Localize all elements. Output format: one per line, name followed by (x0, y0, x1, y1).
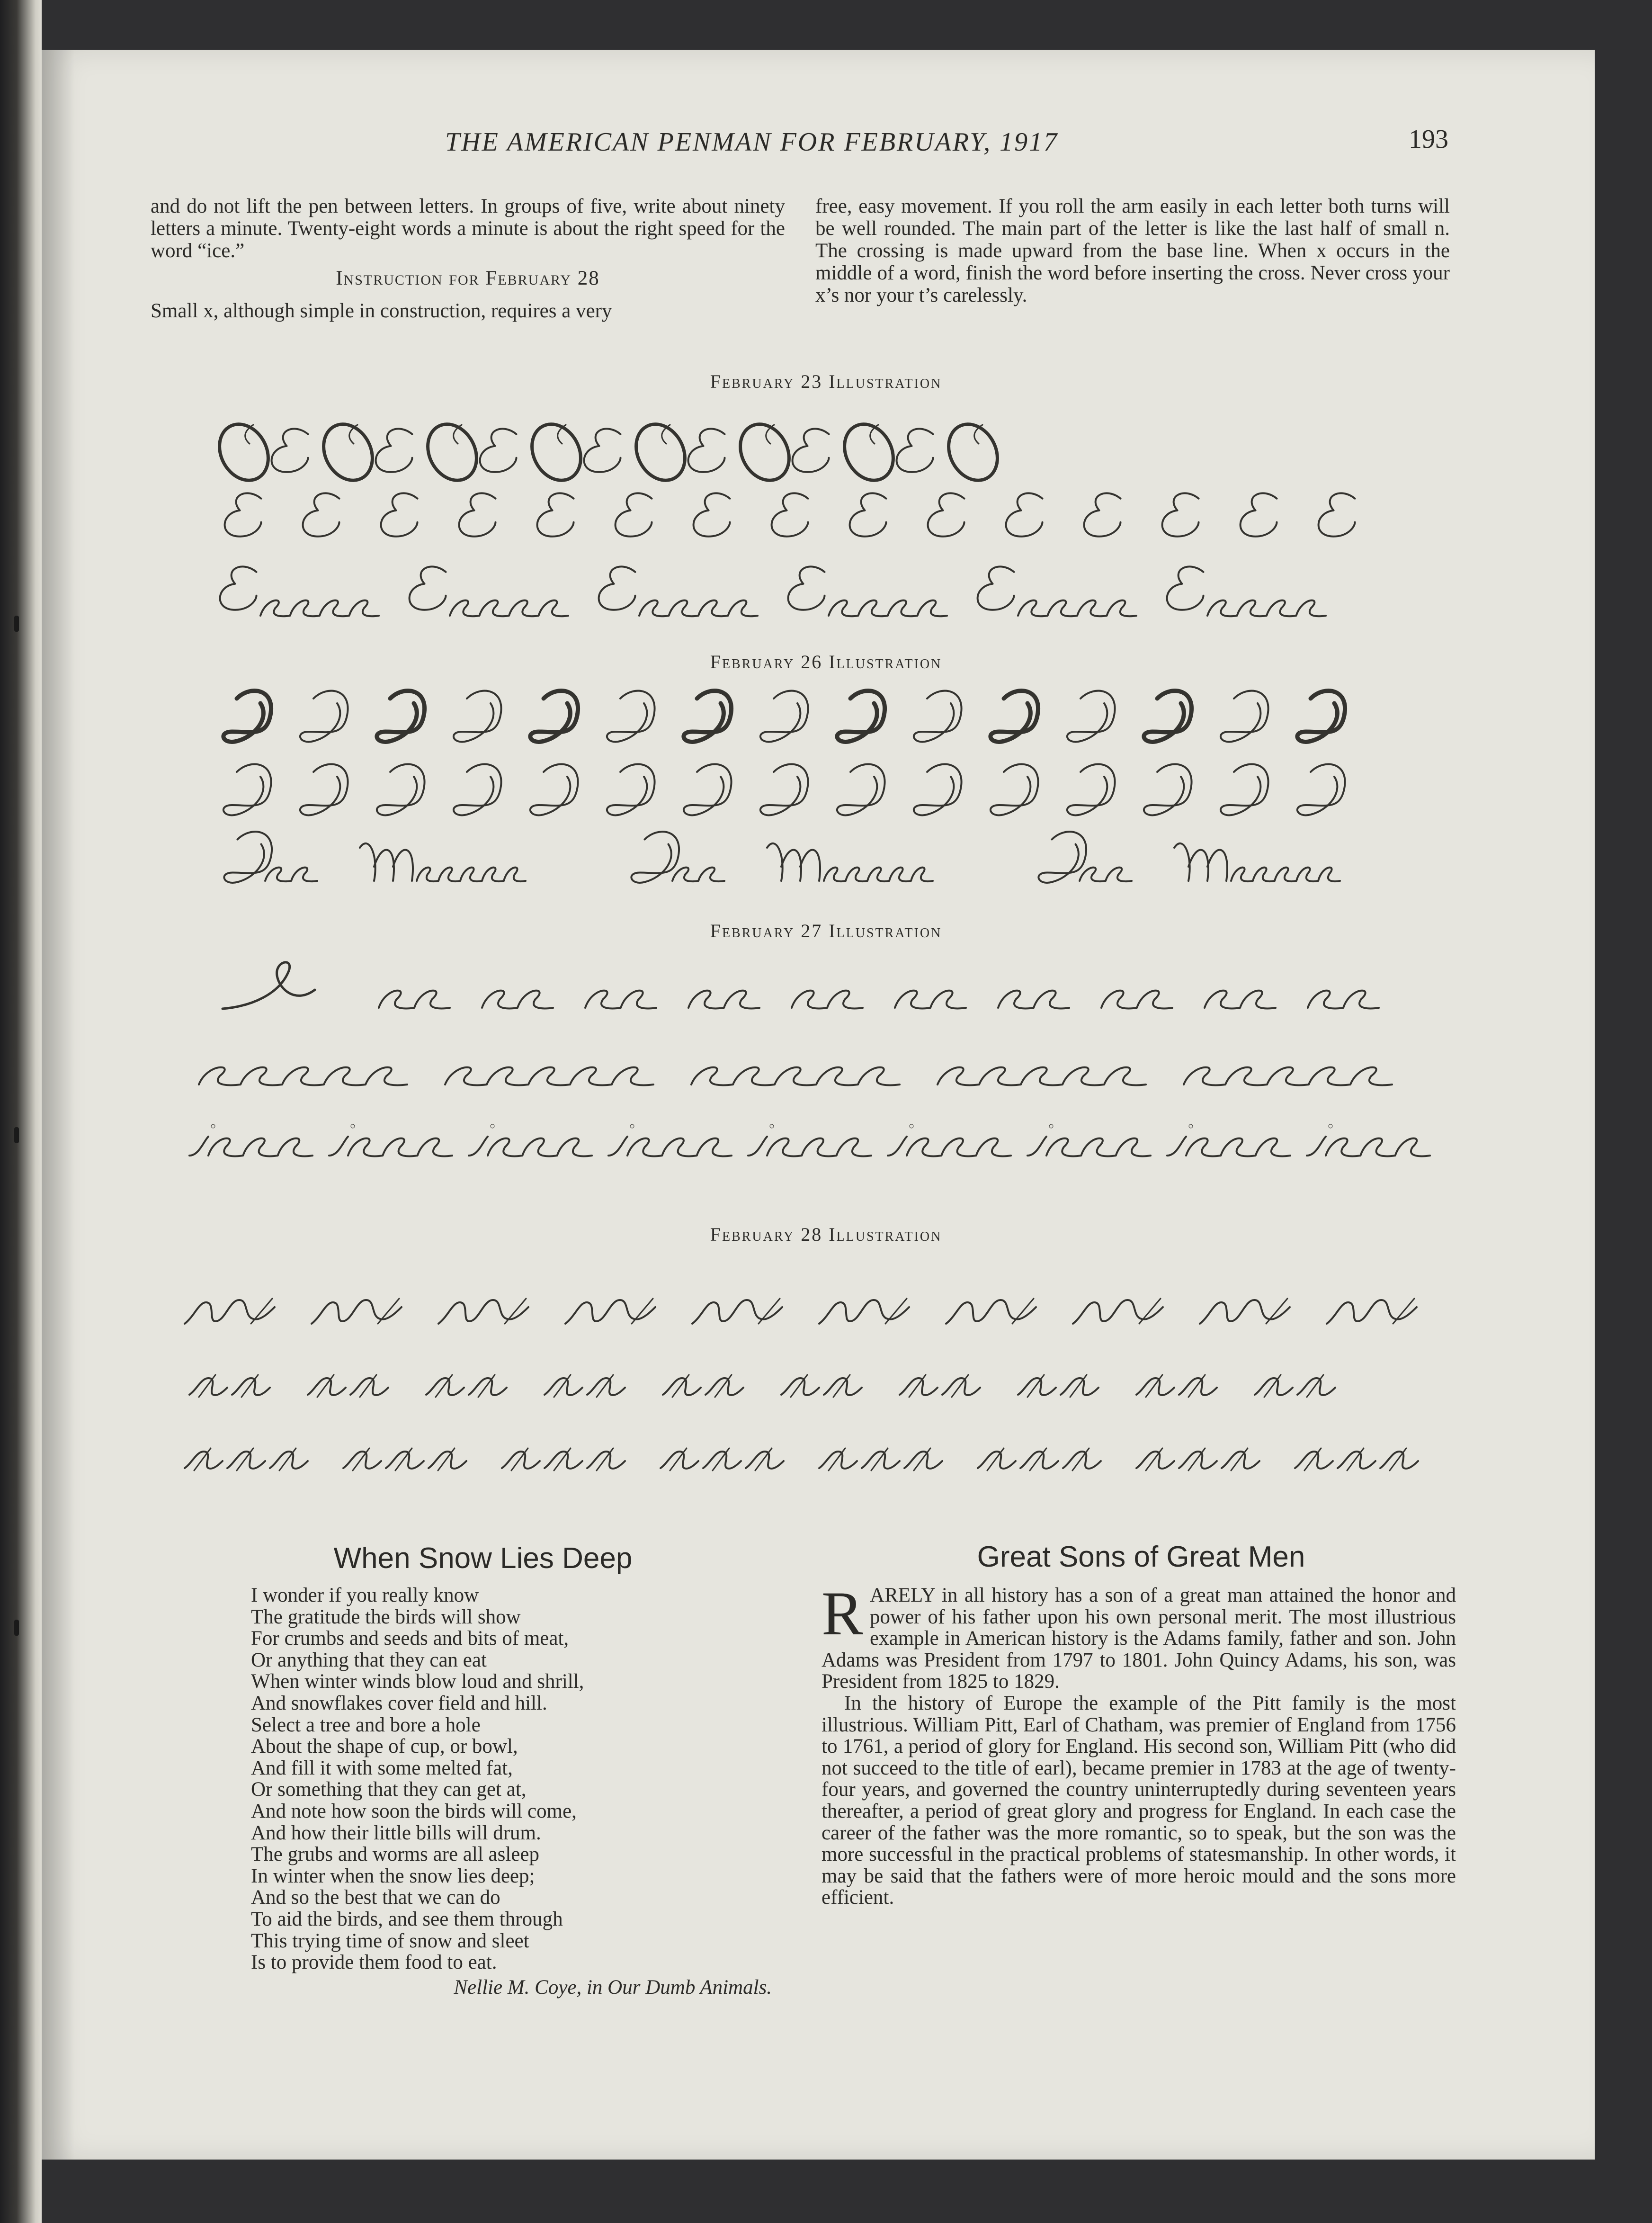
poem-line: Select a tree and bore a hole (251, 1713, 481, 1736)
poem-line: About the shape of cup, or bowl, (251, 1735, 518, 1758)
capital-e-glyph (1006, 493, 1043, 536)
intro-left-paragraph-2: Small x, although simple in construction, requires a very (151, 300, 612, 322)
small-c-group (938, 1067, 1146, 1085)
small-x-body (502, 1452, 540, 1469)
small-x-body (343, 1452, 381, 1469)
i-dot (351, 1124, 355, 1128)
capital-e-glyph (897, 429, 933, 472)
ice-word (348, 1138, 452, 1156)
small-c-group (691, 1067, 900, 1085)
small-x-body (1018, 1378, 1056, 1395)
poem-line: And note how soon the birds will come, (251, 1800, 577, 1822)
ice-lead-stroke (189, 1137, 208, 1156)
i-dot (1189, 1124, 1193, 1128)
small-x-body (781, 1378, 819, 1395)
capital-d-glyph (223, 691, 271, 742)
small-e-run (1207, 601, 1326, 617)
capital-e-glyph (1241, 493, 1277, 536)
small-e-run (1018, 601, 1136, 617)
ice-word (767, 1138, 871, 1156)
capital-e-glyph (584, 429, 621, 472)
ice-lead-stroke (329, 1137, 348, 1156)
illustration-title-feb23: February 23 Illustration (710, 371, 942, 392)
capital-m-glyph (360, 843, 413, 881)
small-c-pair (998, 991, 1069, 1009)
ice-lead-stroke (469, 1137, 488, 1156)
capital-e-glyph (772, 493, 808, 536)
capital-d-glyph (377, 764, 425, 816)
capital-o-glyph (523, 416, 590, 489)
i-dot (1329, 1124, 1332, 1128)
small-c-pair (1205, 991, 1276, 1009)
small-x-body (426, 1378, 464, 1395)
capital-m-glyph (767, 843, 820, 881)
poem-line: When winter winds blow loud and shrill, (251, 1670, 584, 1693)
essay-paragraph-1: ARELY in all history has a son of a great man attained the honor and power of his father upon his own personal merit. The most illustrious example in American history is the Adams family, father and son. John Adams was President from 1797 to 1801. John Quincy Adams, his son, was President from 1825 to 1829. (822, 1584, 1456, 1693)
small-x-body (900, 1378, 938, 1395)
capital-d-glyph (760, 691, 808, 742)
small-x-body (350, 1378, 388, 1395)
capital-d-glyph (530, 691, 578, 742)
small-c-pair (585, 991, 656, 1009)
capital-e-glyph (220, 566, 257, 610)
poem-line: The grubs and worms are all asleep (251, 1843, 539, 1866)
small-x-body (1338, 1452, 1375, 1469)
essay-paragraph-2: In the history of Europe the example of the Pitt family is the most illustrious. William Pitt, Earl of Chatham, was premier of England from 1756 to 1761, a period of glory for England. His second son, William Pitt (who did not succeed to the title of earl), became premier in 1783 at the age of twenty-four years, and governed the country uninterruptedly during seventeen years thereafter, a period of great glory and progress for England. In each case the career of the father was the more romantic, so to speak, but the son was the more successful in the practical problems of statesmanship. In other words, it may be said that the fathers were of more heroic mould and the sons more efficient. (822, 1692, 1456, 1909)
feb23-penmanship-specimen (0, 403, 1652, 630)
small-x-body (1380, 1452, 1418, 1469)
capital-d-glyph (631, 832, 679, 883)
small-c-group (445, 1067, 653, 1085)
small-c-pair (379, 991, 450, 1009)
capital-d-glyph (991, 764, 1038, 816)
capital-d-glyph (530, 764, 578, 816)
capital-d-glyph (1067, 764, 1115, 816)
small-c-group (1184, 1067, 1392, 1085)
poem-line: And so the best that we can do (251, 1886, 500, 1909)
small-c-pair (482, 991, 553, 1009)
small-oines-run (1231, 868, 1340, 881)
capital-d-glyph (1297, 691, 1345, 742)
capital-e-glyph (978, 566, 1014, 610)
small-x-body (1063, 1452, 1101, 1469)
ice-word (907, 1138, 1011, 1156)
small-es-run (1080, 868, 1132, 881)
essay-title: Great Sons of Great Men (977, 1541, 1305, 1573)
capital-e-glyph (850, 493, 886, 536)
ice-word (627, 1138, 732, 1156)
small-e-run (450, 601, 568, 617)
feb27-penmanship-specimen (0, 961, 1652, 1189)
capital-d-glyph (1297, 764, 1345, 816)
feb26-penmanship-specimen (0, 682, 1652, 900)
capital-d-glyph (300, 764, 348, 816)
capital-d-glyph (1221, 691, 1268, 742)
small-c-pair (1308, 991, 1379, 1009)
illustration-title-feb28: February 28 Illustration (710, 1224, 942, 1245)
small-x-body (978, 1452, 1016, 1469)
small-x-body (185, 1452, 223, 1469)
small-x-body (1136, 1378, 1174, 1395)
capital-e-glyph (459, 493, 496, 536)
i-dot (630, 1124, 634, 1128)
capital-e-glyph (1084, 493, 1121, 536)
capital-d-glyph (1144, 764, 1192, 816)
small-x-body (587, 1452, 625, 1469)
i-dot (491, 1124, 494, 1128)
poem-line: And how their little bills will drum. (251, 1821, 541, 1844)
ice-lead-stroke (1307, 1137, 1326, 1156)
small-x-body (703, 1452, 741, 1469)
small-x-body (942, 1378, 980, 1395)
small-e-run (829, 601, 947, 617)
poem-line: The gratitude the birds will show (251, 1605, 521, 1628)
capital-o-glyph (835, 416, 903, 489)
capital-e-glyph (616, 493, 652, 536)
capital-d-glyph (454, 691, 501, 742)
poem-line: In winter when the snow lies deep; (251, 1864, 535, 1887)
small-x-body (1179, 1452, 1217, 1469)
small-x-body (227, 1452, 265, 1469)
small-x-body (429, 1452, 466, 1469)
capital-d-glyph (914, 764, 962, 816)
capital-d-glyph (837, 764, 885, 816)
capital-d-glyph (760, 764, 808, 816)
small-x-body (1222, 1452, 1259, 1469)
capital-d-glyph (224, 832, 272, 883)
capital-d-glyph (1144, 691, 1192, 742)
small-oines-run (824, 868, 933, 881)
capital-e-glyph (694, 493, 730, 536)
drop-cap: R (822, 1578, 864, 1648)
capital-e-glyph (225, 493, 261, 536)
feb27-strokes (189, 962, 1430, 1156)
feb28-strokes (185, 1299, 1418, 1470)
small-x-body (587, 1378, 625, 1395)
poem-title: When Snow Lies Deep (333, 1542, 633, 1575)
small-x-body (1255, 1378, 1293, 1395)
capital-d-glyph (223, 764, 271, 816)
illustration-title-feb26: February 26 Illustration (710, 651, 942, 672)
capital-e-glyph (303, 493, 339, 536)
poem-line: And fill it with some melted fat, (251, 1757, 513, 1779)
capital-d-glyph (300, 691, 348, 742)
running-header: THE AMERICAN PENMAN FOR FEBRUARY, 1917 (445, 127, 1059, 157)
poem-line: Or anything that they can eat (251, 1649, 487, 1671)
small-x-body (1136, 1452, 1174, 1469)
capital-d-glyph (837, 691, 885, 742)
poem-line: I wonder if you really know (251, 1584, 479, 1606)
small-x-body (232, 1378, 270, 1395)
small-c-pair (792, 991, 863, 1009)
small-x-body (824, 1378, 862, 1395)
capital-e-glyph (381, 493, 418, 536)
poem-line: And snowflakes cover field and hill. (251, 1692, 547, 1714)
ice-word (208, 1138, 313, 1156)
ice-lead-stroke (1167, 1137, 1186, 1156)
capital-e-glyph (599, 566, 635, 610)
ice-lead-stroke (888, 1137, 907, 1156)
poem-line: Or something that they can get at, (251, 1778, 527, 1801)
small-es-run (672, 868, 724, 881)
small-x-body (1179, 1378, 1217, 1395)
capital-o-glyph (939, 416, 1007, 489)
instruction-heading: Instruction for February 28 (336, 267, 600, 289)
small-x-body (661, 1452, 698, 1469)
capital-m-glyph (1174, 843, 1227, 881)
capital-e-glyph (1162, 493, 1199, 536)
small-x-body (663, 1378, 701, 1395)
capital-d-glyph (607, 691, 655, 742)
intro-right-paragraph: free, easy movement. If you roll the arm easily in each letter both turns will be well rounded. The main part of the letter is like the last half of small n. The crossing is made upward from the base line. When x occurs in the middle of a word, finish the word before inserting the cross. Never cross your x’s nor your t’s carelessly. (815, 195, 1450, 306)
capital-d-glyph (1221, 764, 1268, 816)
i-dot (770, 1124, 774, 1128)
ice-lead-stroke (608, 1137, 627, 1156)
capital-e-glyph (480, 429, 517, 472)
ice-word (1326, 1138, 1430, 1156)
capital-o-glyph (731, 416, 799, 489)
essay-body (822, 1578, 1456, 1909)
i-dot (910, 1124, 913, 1128)
small-x-body (1295, 1452, 1333, 1469)
i-dot (1049, 1124, 1053, 1128)
small-c-pair (895, 991, 966, 1009)
poem-body (251, 1585, 777, 1973)
poem-line: To aid the birds, and see them through (251, 1908, 563, 1930)
small-oines-run (417, 868, 526, 881)
capital-d-glyph (454, 764, 501, 816)
feb26-strokes (223, 691, 1345, 883)
capital-e-glyph (1319, 493, 1355, 536)
small-x-body (189, 1378, 227, 1395)
page-number: 193 (1409, 125, 1448, 154)
small-x-body (308, 1378, 346, 1395)
capital-d-glyph (607, 764, 655, 816)
capital-d-glyph (1067, 691, 1115, 742)
small-x-body (386, 1452, 424, 1469)
illustration-title-feb27: February 27 Illustration (710, 920, 942, 941)
ice-word (488, 1138, 592, 1156)
capital-o-glyph (419, 416, 486, 489)
feb23-strokes (210, 416, 1355, 616)
i-dot (211, 1124, 215, 1128)
small-x-body (705, 1378, 743, 1395)
capital-e-glyph (793, 429, 829, 472)
poem-credit: Nellie M. Coye, in Our Dumb Animals. (454, 1976, 772, 1999)
small-x-body (545, 1378, 582, 1395)
capital-c-glyph (223, 962, 315, 1009)
ice-word (1046, 1138, 1151, 1156)
capital-d-glyph (684, 764, 732, 816)
small-x-body (862, 1452, 900, 1469)
poem-line: This trying time of snow and sleet (251, 1929, 529, 1952)
capital-e-glyph (376, 429, 412, 472)
small-x-body (469, 1378, 507, 1395)
small-c-pair (688, 991, 759, 1009)
capital-d-glyph (914, 691, 962, 742)
capital-d-glyph (684, 691, 732, 742)
small-e-run (260, 601, 379, 617)
small-es-run (265, 868, 317, 881)
small-x-body (904, 1452, 942, 1469)
small-c-group (199, 1067, 407, 1085)
small-x-body (545, 1452, 582, 1469)
small-x-body (1297, 1378, 1335, 1395)
binding-mark (14, 1620, 19, 1636)
intro-left-paragraph: and do not lift the pen between letters. In groups of five, write about ninety letters a minute. Twenty-eight words a minute is about the right speed for the word “ice.” (151, 195, 785, 262)
capital-e-glyph (928, 493, 964, 536)
capital-e-glyph (688, 429, 725, 472)
small-x-body (746, 1452, 784, 1469)
ice-lead-stroke (1027, 1137, 1046, 1156)
poem-line: For crumbs and seeds and bits of meat, (251, 1627, 569, 1650)
small-c-pair (1101, 991, 1172, 1009)
small-x-body (1020, 1452, 1058, 1469)
small-x-body (819, 1452, 857, 1469)
ice-word (1186, 1138, 1290, 1156)
capital-e-glyph (1167, 566, 1204, 610)
capital-d-glyph (991, 691, 1038, 742)
capital-e-glyph (537, 493, 574, 536)
poem-line: Is to provide them food to eat. (251, 1951, 497, 1974)
capital-o-glyph (210, 416, 278, 489)
capital-d-glyph (377, 691, 425, 742)
capital-e-glyph (272, 429, 308, 472)
capital-e-glyph (410, 566, 446, 610)
small-x-body (1061, 1378, 1098, 1395)
small-e-run (639, 601, 758, 617)
capital-o-glyph (314, 416, 382, 489)
capital-e-glyph (788, 566, 825, 610)
small-x-body (270, 1452, 308, 1469)
feb28-penmanship-specimen (0, 1279, 1652, 1482)
ice-lead-stroke (748, 1137, 767, 1156)
capital-d-glyph (1038, 832, 1086, 883)
capital-o-glyph (627, 416, 695, 489)
